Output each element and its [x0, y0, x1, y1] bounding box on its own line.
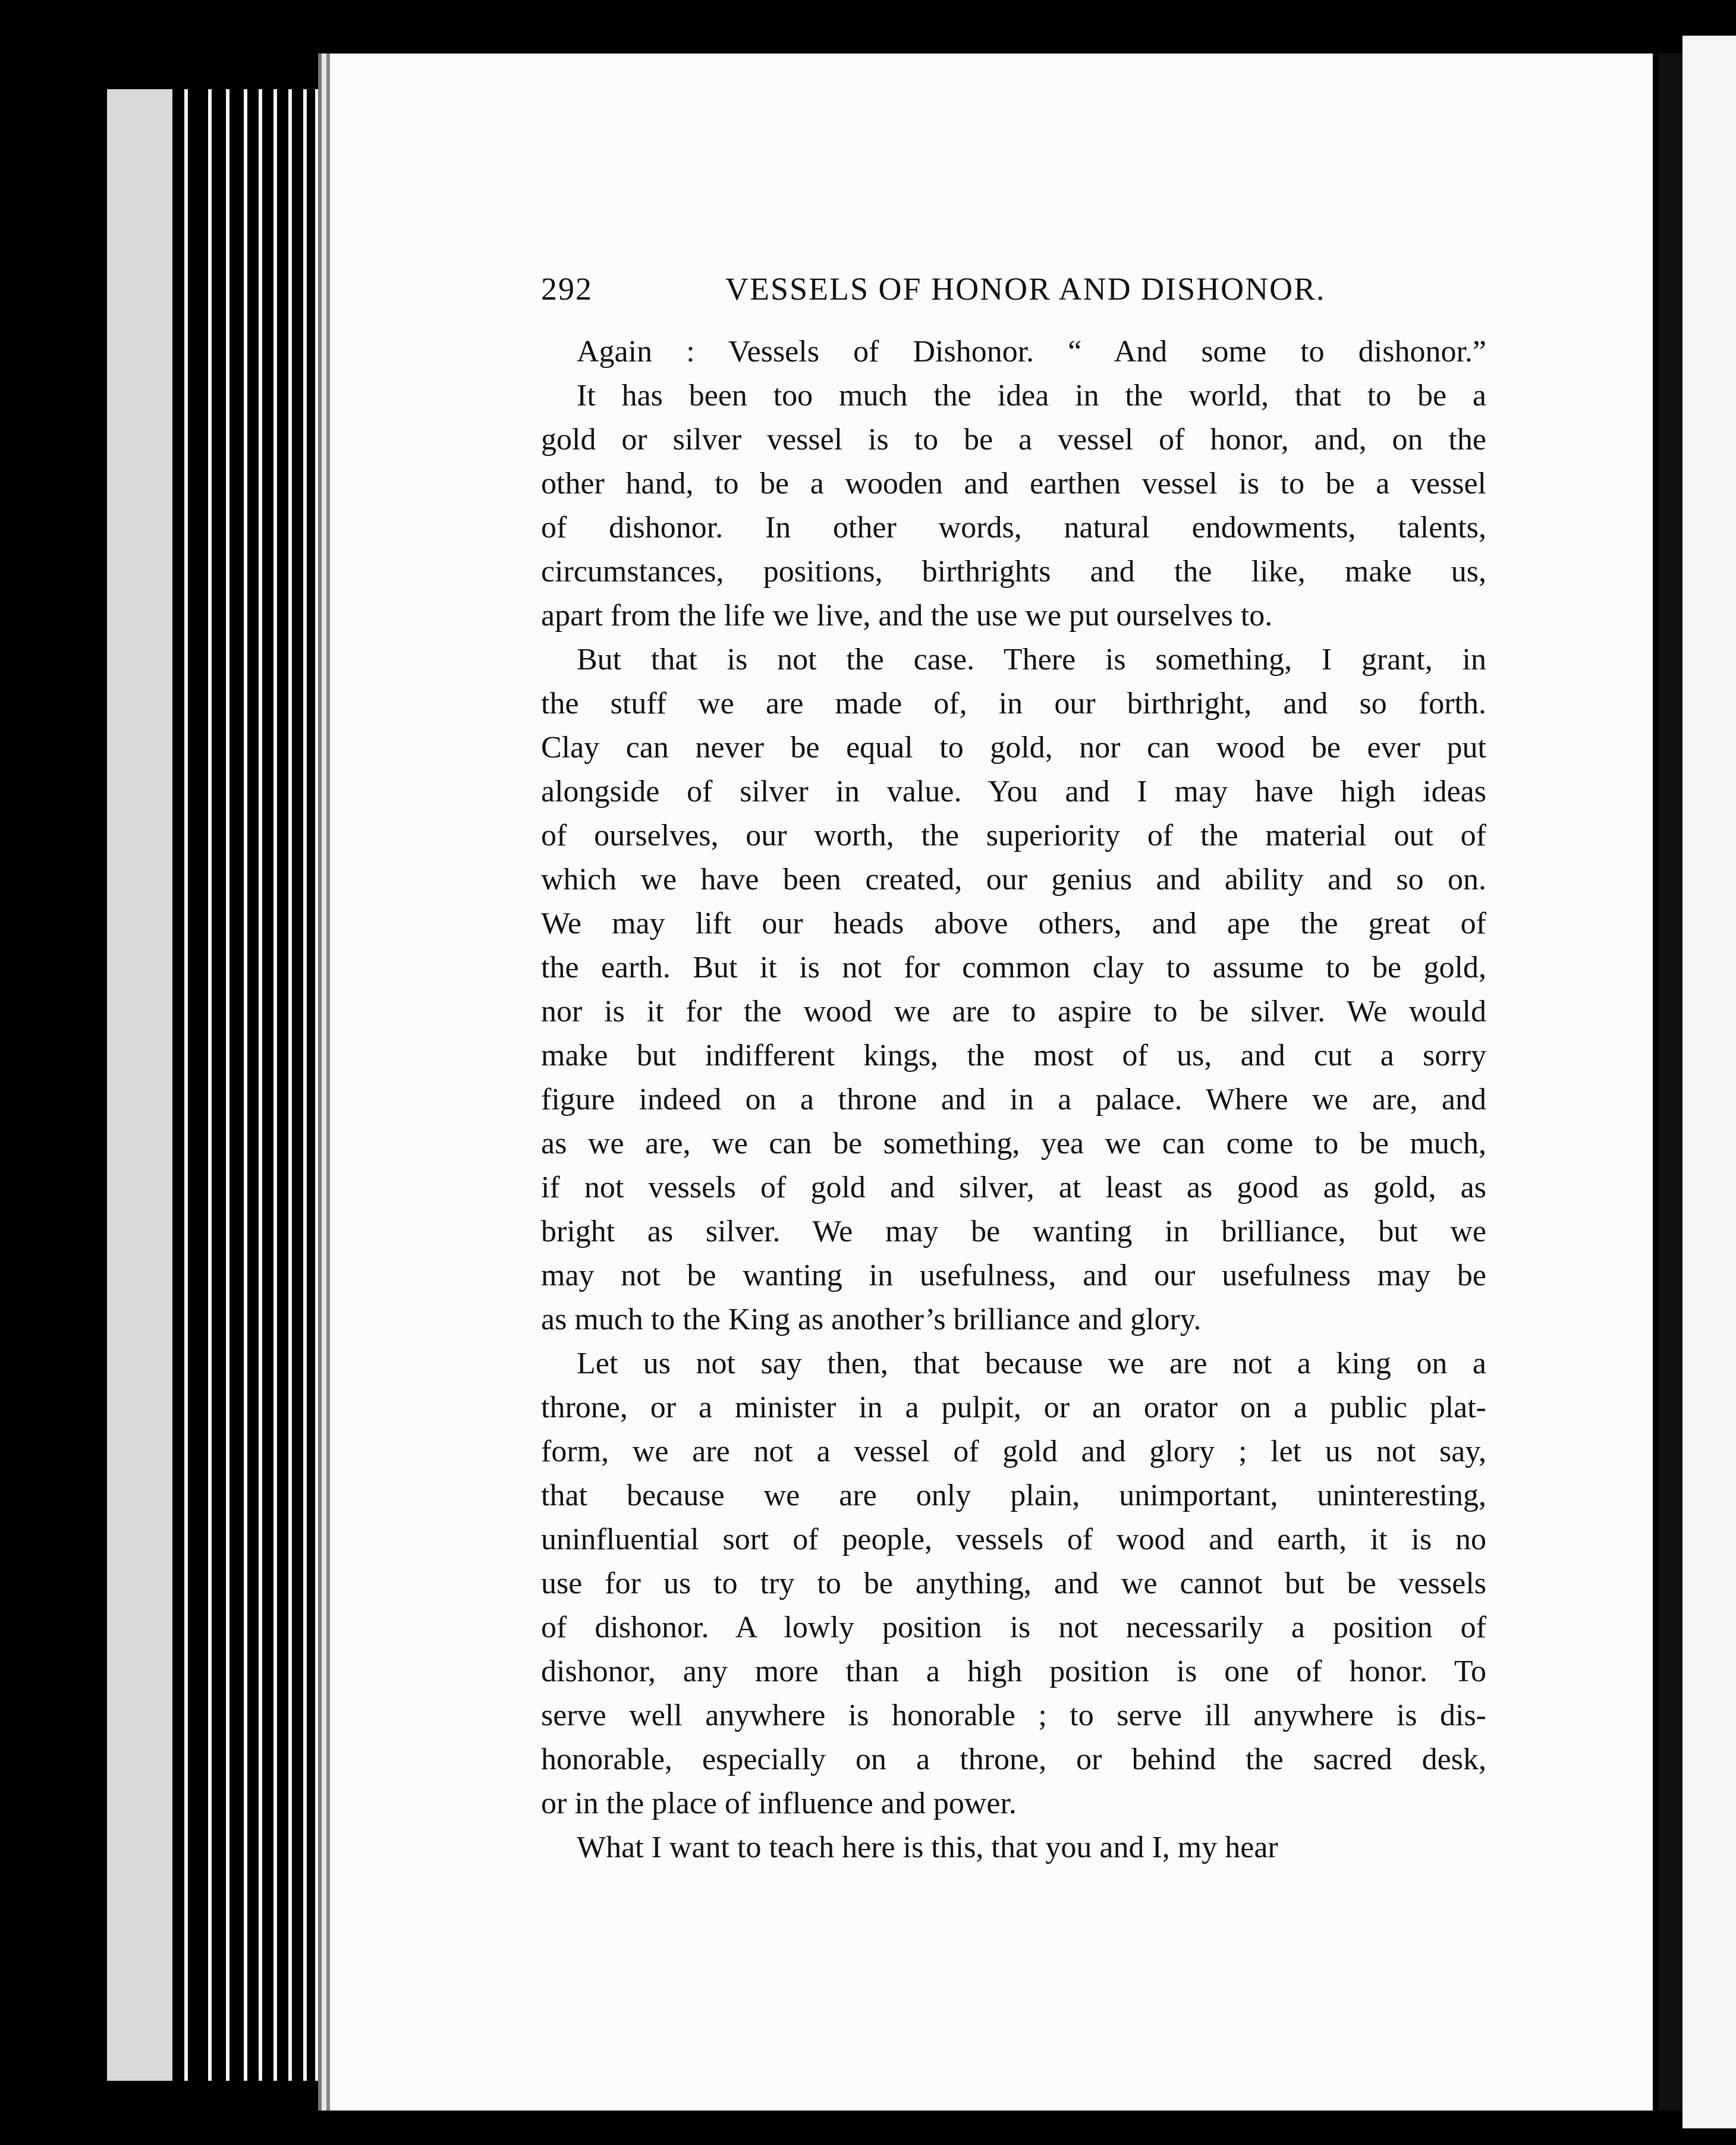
text-line: But that is not the case. There is something, I grant, in	[577, 643, 1486, 677]
text-line: apart from the life we live, and the use we put ourselves to.	[541, 599, 1273, 633]
text-line: gold or silver vessel is to be a vessel of honor, and, on the	[541, 423, 1486, 457]
text-line: bright as silver. We may be wanting in brilliance, but we	[541, 1215, 1486, 1248]
text-line: as much to the King as another’s brilliance and glory.	[541, 1303, 1202, 1336]
text-line: make but indifferent kings, the most of us, and cut a sorry	[541, 1039, 1486, 1072]
text-line: We may lift our heads above others, and ape the great of	[541, 907, 1486, 941]
text-line: honorable, especially on a throne, or behind the sacred desk,	[541, 1743, 1486, 1776]
text-line: which we have been created, our genius and ability and so on.	[541, 863, 1486, 897]
text-line: may not be wanting in usefulness, and our usefulness may be	[541, 1259, 1486, 1292]
text-line: of dishonor. A lowly position is not necessarily a position of	[541, 1611, 1486, 1644]
page-leaf	[259, 89, 262, 2081]
page-leaf	[244, 89, 247, 2081]
text-line: use for us to try to be anything, and we cannot but be vessels	[541, 1567, 1486, 1600]
text-line: Let us not say then, that because we are not a king on a	[577, 1347, 1486, 1380]
page-leaf	[303, 89, 307, 2081]
page-leaf	[288, 89, 292, 2081]
page-leaf	[226, 89, 229, 2081]
gutter-shadow	[1659, 54, 1682, 2111]
page-leaf	[184, 89, 188, 2081]
text-line: the earth. But it is not for common clay to assume to be gold,	[541, 951, 1486, 985]
page-leaf	[315, 89, 319, 2081]
text-line: other hand, to be a wooden and earthen vessel is to be a vessel	[541, 467, 1486, 501]
text-line: serve well anywhere is honorable ; to serve ill anywhere is dis-	[541, 1699, 1486, 1732]
text-line: Clay can never be equal to gold, nor can wood be ever put	[541, 731, 1486, 765]
text-line: dishonor, any more than a high position is one of honor. To	[541, 1655, 1486, 1688]
text-line: throne, or a minister in a pulpit, or an orator on a public plat-	[541, 1391, 1486, 1424]
page-header	[541, 271, 1480, 306]
text-line: uninfluential sort of people, vessels of wood and earth, it is no	[541, 1523, 1486, 1556]
text-line: of ourselves, our worth, the superiority of the material out of	[541, 819, 1486, 853]
text-line: or in the place of influence and power.	[541, 1787, 1017, 1820]
text-line: that because we are only plain, unimportant, uninteresting,	[541, 1479, 1486, 1512]
page-number: 292	[541, 271, 593, 307]
text-line: nor is it for the wood we are to aspire to be silver. We would	[541, 995, 1486, 1029]
text-line: It has been too much the idea in the world, that to be a	[577, 379, 1486, 413]
text-line: the stuff we are made of, in our birthright, and so forth.	[541, 687, 1486, 721]
text-line: if not vessels of gold and silver, at least as good as gold, as	[541, 1171, 1486, 1204]
text-line: form, we are not a vessel of gold and glory ; let us not say,	[541, 1435, 1486, 1468]
text-line: Again : Vessels of Dishonor. “ And some to dishonor.”	[577, 335, 1486, 369]
text-line: What I want to teach here is this, that you and I, my hear	[577, 1831, 1278, 1864]
page-leaf	[273, 89, 277, 2081]
book-cover-edge	[107, 89, 172, 2081]
text-line: alongside of silver in value. You and I may have high ideas	[541, 775, 1486, 809]
page-leaf	[208, 89, 212, 2081]
text-line: figure indeed on a throne and in a palace. Where we are, and	[541, 1083, 1486, 1116]
running-head: VESSELS OF HONOR AND DISHONOR.	[725, 271, 1326, 307]
facing-page-edge	[1682, 36, 1736, 2128]
page-edges	[107, 89, 339, 2081]
text-line: as we are, we can be something, yea we can come to be much,	[541, 1127, 1486, 1160]
text-line: circumstances, positions, birthrights and the like, make us,	[541, 555, 1486, 589]
text-line: of dishonor. In other words, natural endowments, talents,	[541, 511, 1486, 545]
